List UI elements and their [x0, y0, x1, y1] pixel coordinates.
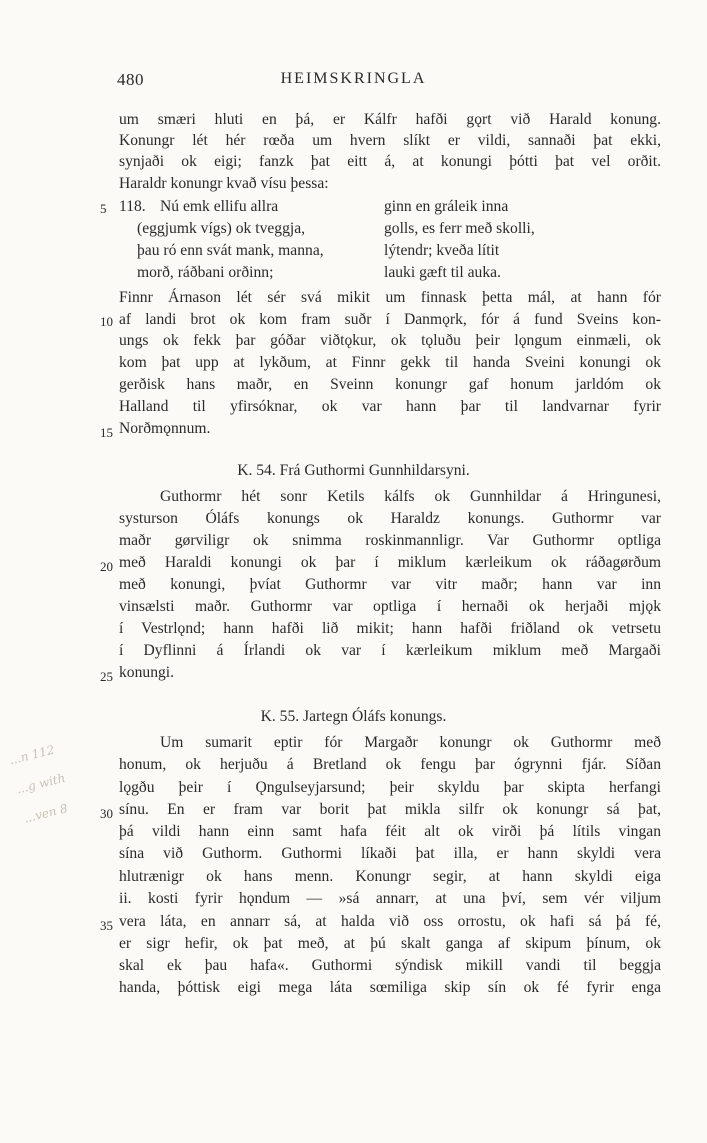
text-line: synjaði ok eigi; fanzk þat eitt á, at konungi þótti þat vel orðit. — [119, 153, 661, 170]
text-line: í Dyflinni á Írlandi ok var í kærleikum miklum með Margaði — [119, 642, 661, 659]
margin-note-line: ...n 112 — [7, 742, 56, 768]
page-header — [0, 70, 707, 94]
text-line: ii. kosti fyrir hǫndum — »sá annarr, at una því, sem vér viljum — [119, 890, 661, 907]
text-line: með konungi, þvíat Guthormr var vitr maðr; hann var inn — [119, 576, 661, 593]
verse-line: þau ró enn svát mank, manna, — [137, 242, 324, 259]
text-line: vera láta, en annarr sá, at halda við oss orrostu, ok hafi sá þá fé, — [119, 913, 661, 930]
text-line: þá vildi hann einn samt hafa féit alt ok virði þá lítils vingan — [119, 823, 661, 840]
verse-line: ginn en gráleik inna — [384, 198, 509, 215]
verse-line: golls, es ferr með skolli, — [384, 220, 535, 237]
margin-note-line: ...ven 8 — [22, 801, 70, 826]
chapter-heading: K. 55. Jartegn Óláfs konungs. — [260, 708, 447, 725]
line-number: 10 — [100, 314, 113, 329]
text-line: í Vestrlǫnd; hann hafði lið mikit; hann hafði friðland ok vetrsetu — [119, 620, 661, 637]
text-line: lǫgðu þeir í Ǫngulseyjarsund; þeir skyldu þar skipta herfangi — [119, 779, 661, 796]
pencil-margin-note — [6, 727, 105, 834]
text-line: honum, ok herjuðu á Bretland ok fengu þar ógrynni fjár. Síðan — [119, 756, 661, 773]
text-line: Halland til yfirsóknar, ok var hann þar til landvarnar fyrir — [119, 398, 661, 415]
text-line: af landi brot ok kom fram suðr í Danmǫrk, fór á fund Sveins kon- — [119, 311, 661, 328]
margin-note-line: ...g with — [15, 770, 67, 797]
line-number: 20 — [100, 559, 113, 574]
text-line: konungi. — [119, 664, 175, 681]
text-line: hlutrænigr ok hans menn. Konungr segir, at hann skyldi eiga — [119, 868, 661, 885]
line-number: 30 — [100, 806, 113, 821]
verse-line: lauki gæft til auka. — [384, 264, 501, 281]
text-line: kom þat upp at lykðum, at Finnr gekk til handa Sveini konungi ok — [119, 354, 661, 371]
text-line: Guthormr hét sonr Ketils kálfs ok Gunnhildar á Hringunesi, — [160, 488, 661, 505]
verse-line: morð, ráðbani orðinn; — [137, 264, 274, 281]
line-number: 25 — [100, 669, 113, 684]
verse-line: (eggjumk vígs) ok tveggja, — [137, 220, 306, 237]
verse-line: Nú emk ellifu allra — [160, 198, 279, 215]
text-line: Norðmǫnnum. — [119, 420, 211, 437]
running-title: HEIMSKRINGLA — [280, 70, 427, 87]
text-line: um smæri hluti en þá, er Kálfr hafði gǫrt við Harald konung. — [119, 111, 661, 128]
text-line: skal ek þau hafa«. Guthormi sýndisk mikill vandi til beggja — [119, 957, 661, 974]
page-number: 480 — [117, 70, 144, 89]
line-number: 35 — [100, 918, 113, 933]
text-line: vinsælsti maðr. Guthormr var optliga í hernaði ok herjaði mjǫk — [119, 598, 661, 615]
text-line: sínu. En er fram var borit þat mikla silfr ok konungr sá þat, — [119, 801, 661, 818]
text-line: Um sumarit eptir fór Margaðr konungr ok Guthormr með — [160, 734, 661, 751]
line-number: 15 — [100, 425, 113, 440]
text-line: maðr gørviligr ok snimma roskinmannligr. Var Guthormr optliga — [119, 532, 661, 549]
text-line: gerðisk hans maðr, en Sveinn konungr gaf honum jarldóm ok — [119, 376, 661, 393]
text-line: Konungr lét hér rœða um hvern slíkt er vildi, sannaði þat ekki, — [119, 132, 661, 149]
text-line: systurson Óláfs konungs ok Haraldz konungs. Guthormr var — [119, 510, 661, 527]
text-line: handa, þóttisk eigi mega láta sœmiliga skip sín ok fé fyrir enga — [119, 979, 661, 996]
verse-line: lýtendr; kveða lítit — [384, 242, 500, 259]
verse-number: 118. — [119, 198, 146, 215]
line-number: 5 — [100, 201, 107, 216]
text-line: ungs ok fekk þar góðar viðtǫkur, ok tǫluðu þeir lǫngum einmæli, ok — [119, 332, 661, 349]
text-line: er sigr hefir, ok þat með, at þú skalt ganga af skipum þínum, ok — [119, 935, 661, 952]
text-line: með Haraldi konungi ok þar í miklum kærleikum ok ráðagørðum — [119, 554, 661, 571]
chapter-heading: K. 54. Frá Guthormi Gunnhildarsyni. — [237, 462, 470, 479]
text-line: sína við Guthorm. Guthormi líkaði þat illa, er hann skyldi vera — [119, 845, 661, 862]
text-line: Finnr Árnason lét sér svá mikit um finnask þetta mál, at hann fór — [119, 289, 661, 306]
text-line: Haraldr konungr kvað vísu þessa: — [119, 175, 329, 192]
